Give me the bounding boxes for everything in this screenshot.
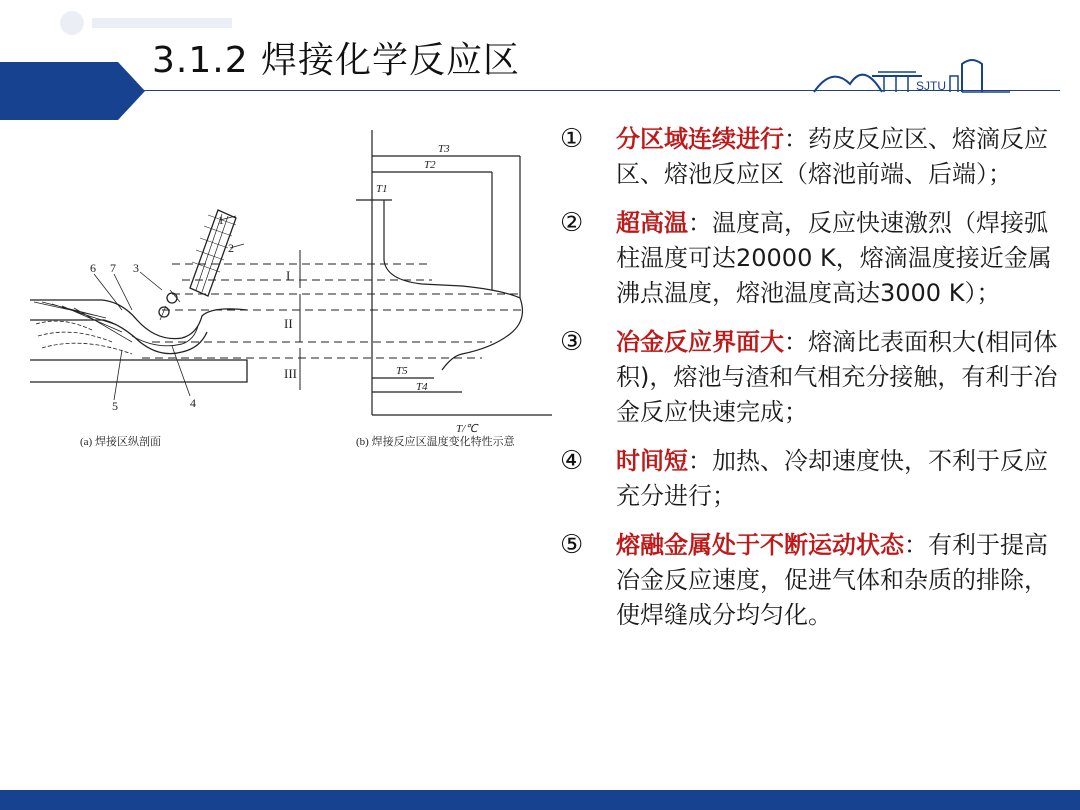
- list-item: [560, 122, 1060, 192]
- item-text: ：熔滴比表面积大(相同体积)，熔池与渣和气相充分接触，有利于冶金反应快速完成；: [616, 328, 1058, 426]
- item-number: ③: [560, 327, 584, 357]
- label-T3: T3: [438, 143, 450, 155]
- label-T5: T5: [396, 365, 408, 377]
- list-item: [560, 325, 1060, 430]
- item-keyword: 超高温: [616, 209, 688, 237]
- title-accent-band: [0, 62, 145, 120]
- item-text: ：加热、冷却速度快，不利于反应充分进行；: [616, 447, 1048, 510]
- label-2: 2: [228, 241, 234, 255]
- label-4: 4: [190, 396, 196, 410]
- zone-I: I: [286, 268, 291, 283]
- list-item: [560, 206, 1060, 311]
- item-number: ②: [560, 208, 584, 238]
- item-keyword: 时间短: [616, 447, 688, 475]
- item-text: ：药皮反应区、熔滴反应区、熔池反应区（熔池前端、后端）；: [616, 125, 1048, 188]
- welding-zone-figure: [22, 120, 552, 500]
- feature-list: [560, 122, 1060, 647]
- weld-cross-section: [30, 210, 247, 382]
- caption-a: (a) 焊接区纵剖面: [80, 436, 161, 448]
- zone-II: II: [284, 316, 293, 331]
- label-T1: T1: [376, 183, 388, 195]
- item-text: ：温度高，反应快速激烈（焊接弧柱温度可达20000 K，熔滴温度接近金属沸点温度，熔池温度高达3000 K）；: [616, 209, 1052, 307]
- item-number: ⑤: [560, 530, 584, 560]
- zone-III: III: [284, 366, 297, 381]
- item-text: ：有利于提高冶金反应速度，促进气体和杂质的排除，使焊缝成分均匀化。: [616, 531, 1048, 629]
- caption-b: (b) 焊接反应区温度变化特性示意: [356, 436, 515, 448]
- temperature-profile: [356, 130, 552, 415]
- logo-text: SJTU: [916, 79, 946, 93]
- label-T2: T2: [424, 159, 436, 171]
- item-number: ④: [560, 446, 584, 476]
- footer-bar: [0, 790, 1080, 810]
- item-keyword: 分区域连续进行: [616, 125, 784, 153]
- page-title: 3.1.2 焊接化学反应区: [152, 40, 521, 81]
- university-logo: [812, 56, 1012, 96]
- item-number: ①: [560, 124, 584, 154]
- label-7: 7: [110, 261, 116, 275]
- label-1: 1: [218, 213, 224, 227]
- label-3: 3: [133, 261, 139, 275]
- item-keyword: 熔融金属处于不断运动状态: [616, 531, 904, 559]
- label-5: 5: [112, 399, 118, 413]
- label-6: 6: [90, 261, 96, 275]
- item-keyword: 冶金反应界面大: [616, 328, 784, 356]
- list-item: [560, 444, 1060, 514]
- axis-label: T/℃: [456, 423, 478, 435]
- list-item: [560, 528, 1060, 633]
- label-T4: T4: [416, 381, 428, 393]
